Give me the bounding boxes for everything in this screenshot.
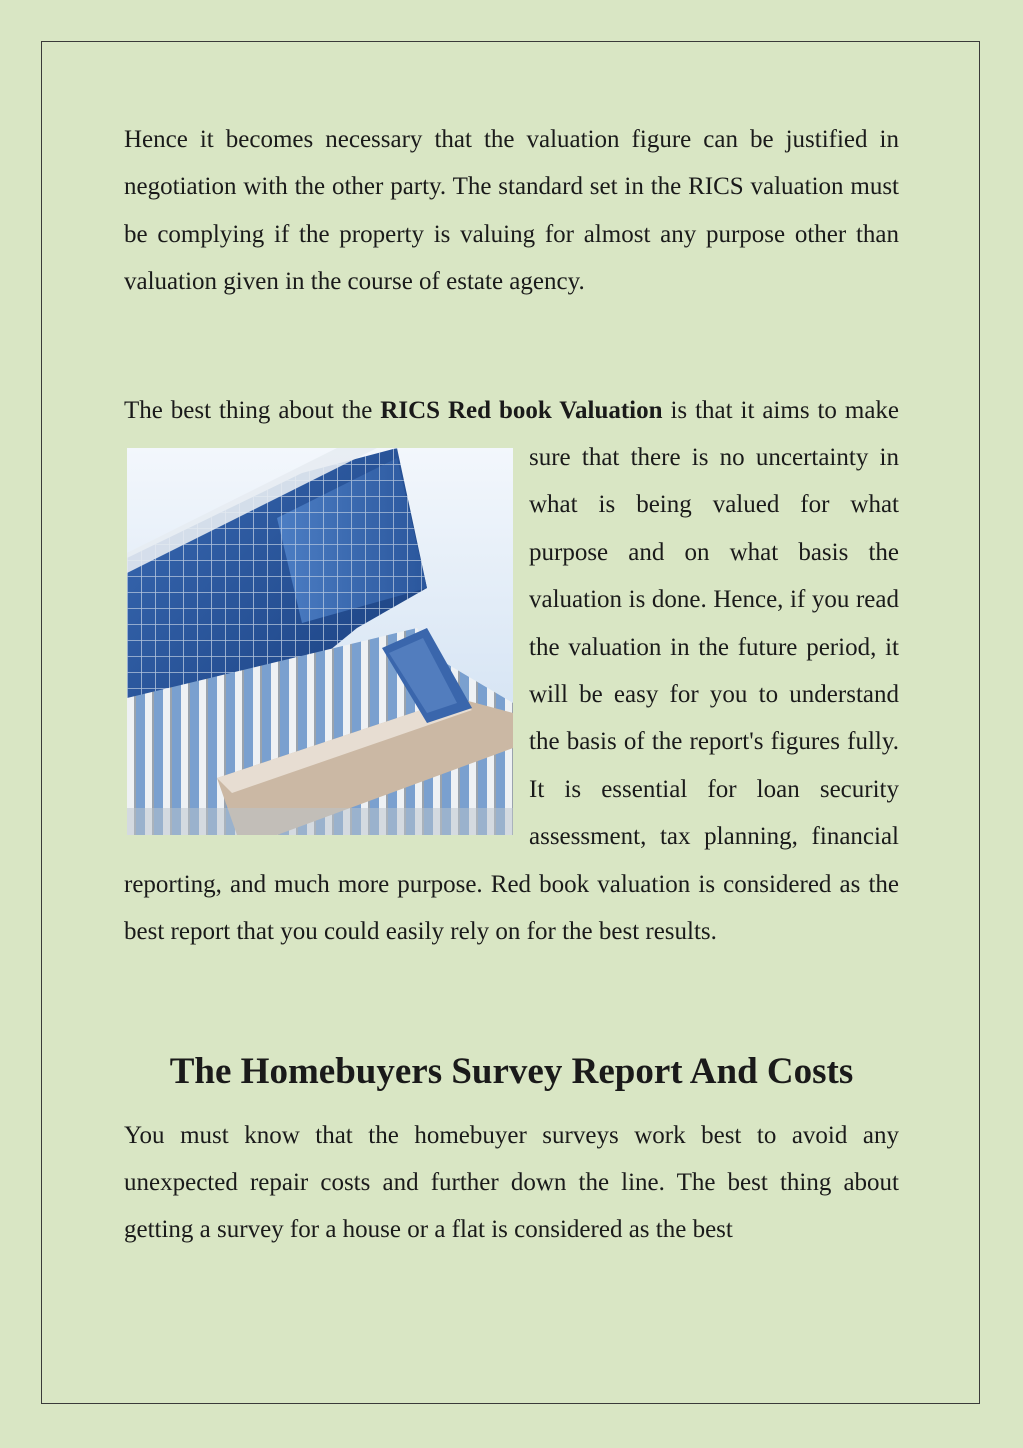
paragraph-homebuyer-survey: You must know that the homebuyer surveys work best to avoid any unexpected repair costs and further down the line. The best thing about getting a survey for a house or a flat is considered as the best <box>124 1121 899 1244</box>
paragraph-red-book <box>124 387 899 956</box>
section-heading: The Homebuyers Survey Report And Costs <box>169 1050 854 1092</box>
red-book-intro-text: The best thing about the <box>124 396 381 424</box>
paragraph-valuation-justification: Hence it becomes necessary that the valuation figure can be justified in negotiation with the other party. The standard set in the RICS valuation must be complying if the property is valuing for almost any purpose other than valuation given in the course of estate agency. <box>124 126 899 296</box>
document-body <box>124 116 899 1254</box>
red-book-body-text: is that it aims to make sure that there is no uncertainty in what is being valued for what purpose and on what basis the valuation is done. Hence, if you read the valuation in the future period, it will be easy for you to understand the basis of the report's figures fully. It is essential for loan security assessment, tax planning, financial reporting, and much more purpose. Red book valuation is considered as the best report that you could easily rely on for the best results. <box>124 396 900 946</box>
red-book-link-text: RICS Red book Valuation <box>380 396 663 424</box>
building-photo <box>127 448 513 835</box>
